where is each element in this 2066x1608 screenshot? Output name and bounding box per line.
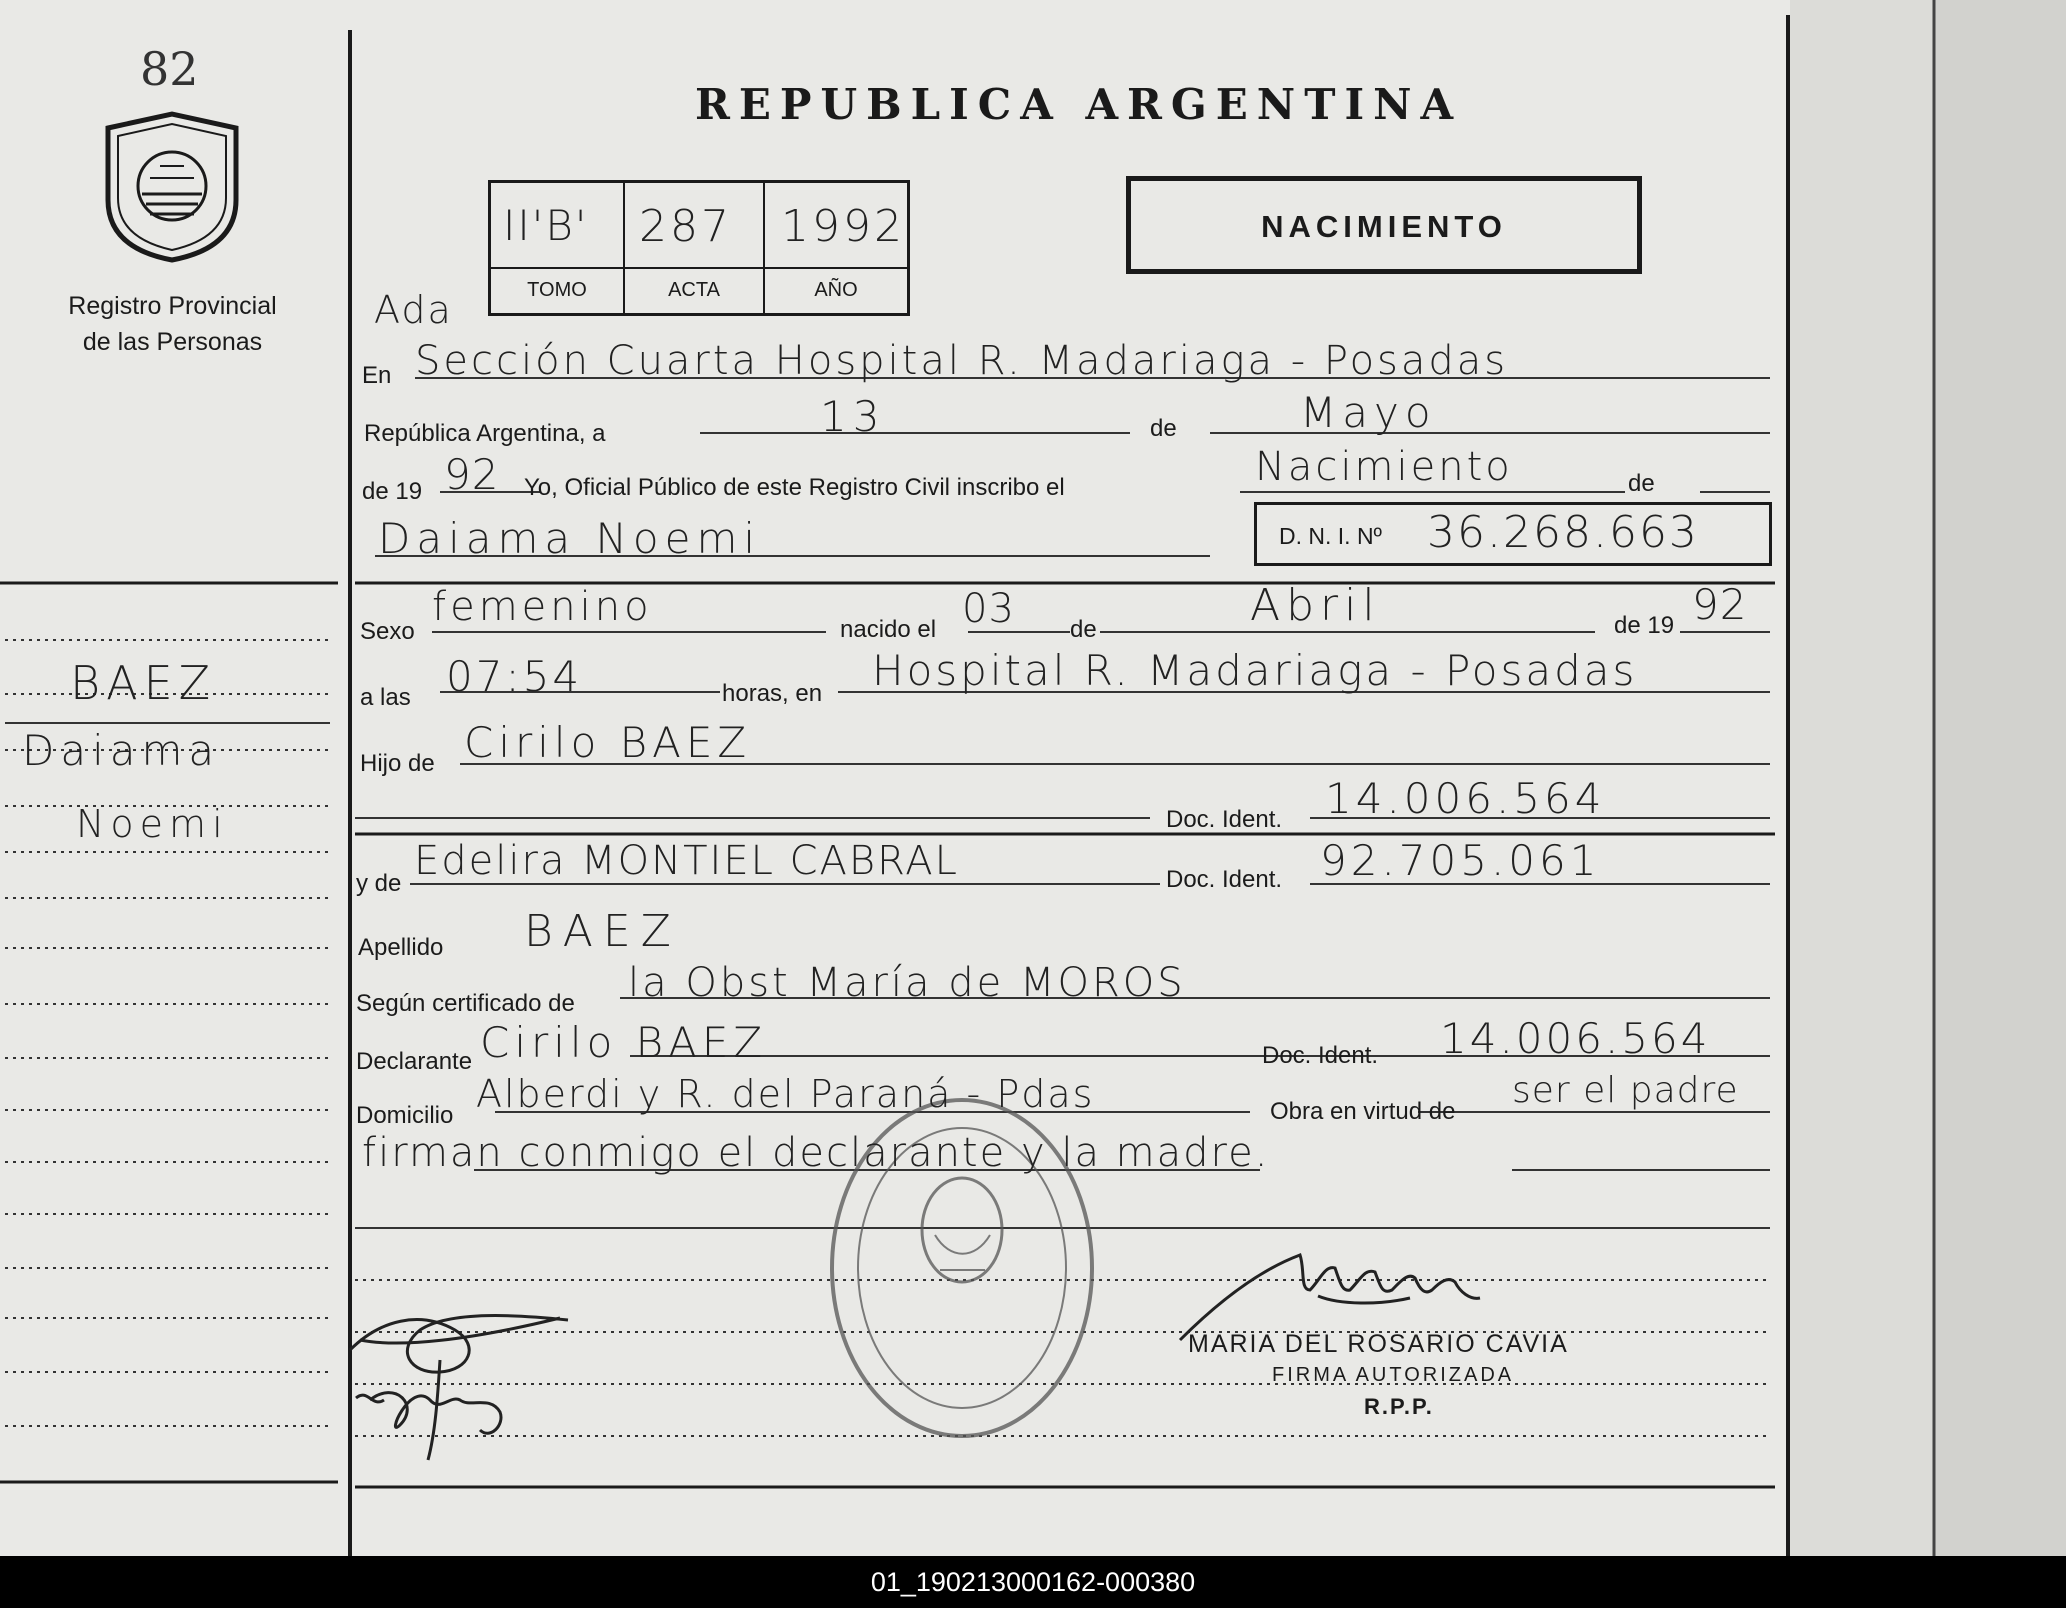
page-title: REPUBLICA ARGENTINA: [695, 80, 1463, 129]
birth-day: 03: [962, 586, 1015, 632]
registry-name-line1: Registro Provincial: [68, 292, 277, 320]
name-value: Daiama Noemi: [378, 514, 762, 563]
republica-label: República Argentina, a: [364, 420, 606, 447]
registry-name-line2: de las Personas: [82, 328, 263, 356]
act-value: Nacimiento: [1255, 444, 1513, 490]
dni-value: 36.268.663: [1427, 507, 1699, 558]
mother-name: Edelira MONTIEL CABRAL: [414, 838, 959, 884]
a-las-label: a las: [360, 684, 411, 711]
act-type-box: [1126, 176, 1642, 274]
certificado-label: Según certificado de: [356, 990, 575, 1017]
de19-label: de 19: [1614, 612, 1675, 639]
signature-officer-icon: [1180, 1255, 1480, 1340]
dni-label: D. N. I. Nº: [1279, 523, 1382, 549]
birth-year: 92: [1692, 580, 1748, 629]
officer-title: FIRMA AUTORIZADA: [1272, 1364, 1515, 1386]
mother-doc: 92.705.061: [1320, 836, 1601, 885]
year-value: 92: [444, 450, 500, 499]
officer-name: MARIA DEL ROSARIO CAVIA: [1188, 1330, 1569, 1358]
hijo-label: Hijo de: [360, 750, 435, 777]
act-type-label: NACIMIENTO: [1261, 209, 1507, 244]
doc-ident-label: Doc. Ident.: [1166, 806, 1283, 833]
apellido-label: Apellido: [358, 934, 444, 961]
file-id-bar: [0, 1556, 2066, 1608]
margin-middle-name: Noemi: [76, 802, 229, 846]
margin-surname: BAEZ: [70, 656, 217, 710]
declarante-value: Cirilo BAEZ: [480, 1018, 768, 1067]
de-label-2: de: [1628, 470, 1655, 497]
en-value: Sección Cuarta Hospital R. Madariaga - Posadas: [415, 338, 1509, 384]
sexo-value: femenino: [432, 584, 653, 630]
acta-value: 287: [639, 201, 732, 252]
birth-time: 07:54: [446, 652, 583, 701]
provincial-seal-icon: [108, 114, 236, 260]
month-value: Mayo: [1300, 388, 1437, 437]
acta-label: ACTA: [668, 279, 720, 301]
father-doc: 14.006.564: [1325, 774, 1606, 823]
domicilio-label: Domicilio: [356, 1102, 454, 1129]
officer-org: R.P.P.: [1364, 1394, 1434, 1419]
obra-label: Obra en virtud de: [1270, 1098, 1456, 1125]
signature-declarant-icon: [350, 1316, 568, 1460]
dni-box: [1254, 502, 1772, 566]
record-number-box: [488, 180, 910, 316]
y-de-label: y de: [356, 870, 402, 897]
nacido-label: nacido el: [840, 616, 937, 643]
tomo-label: TOMO: [527, 279, 587, 301]
apellido-value: BAEZ: [524, 906, 681, 957]
birth-month: Abril: [1250, 580, 1381, 631]
certificado-value: la Obst María de MOROS: [628, 960, 1186, 1006]
obra-value: ser el padre: [1512, 1070, 1739, 1111]
de-label-3: de: [1070, 616, 1097, 643]
anio-value: 1992: [781, 201, 905, 252]
page-number: 82: [140, 42, 199, 96]
day-value: 13: [820, 392, 886, 441]
de-label: de: [1150, 415, 1177, 442]
domicilio-value: Alberdi y R. del Paraná - Pdas: [476, 1072, 1095, 1116]
en-label: En: [362, 362, 392, 389]
tomo-value: II'B': [503, 201, 589, 250]
file-id: 01_190213000162-000380: [870, 1567, 1196, 1597]
closing-value: firman conmigo el declarante y la madre.: [362, 1130, 1270, 1176]
declarante-doc: 14.006.564: [1440, 1014, 1711, 1063]
doc-ident-label-3: Doc. Ident.: [1262, 1042, 1379, 1069]
doc-ident-label-2: Doc. Ident.: [1166, 866, 1283, 893]
horas-label: horas, en: [722, 680, 823, 707]
anio-label: AÑO: [814, 279, 858, 301]
birth-place: Hospital R. Madariaga - Posadas: [872, 646, 1638, 695]
ada-note: Ada: [374, 288, 453, 332]
year-prefix: de 19: [362, 478, 423, 505]
sexo-label: Sexo: [360, 618, 415, 645]
declarante-label: Declarante: [356, 1048, 473, 1075]
margin-first-name: Daiama: [22, 726, 221, 775]
father-name: Cirilo BAEZ: [464, 718, 752, 767]
yo-label: Yo, Oficial Público de este Registro Civil inscribo el: [524, 474, 1065, 501]
